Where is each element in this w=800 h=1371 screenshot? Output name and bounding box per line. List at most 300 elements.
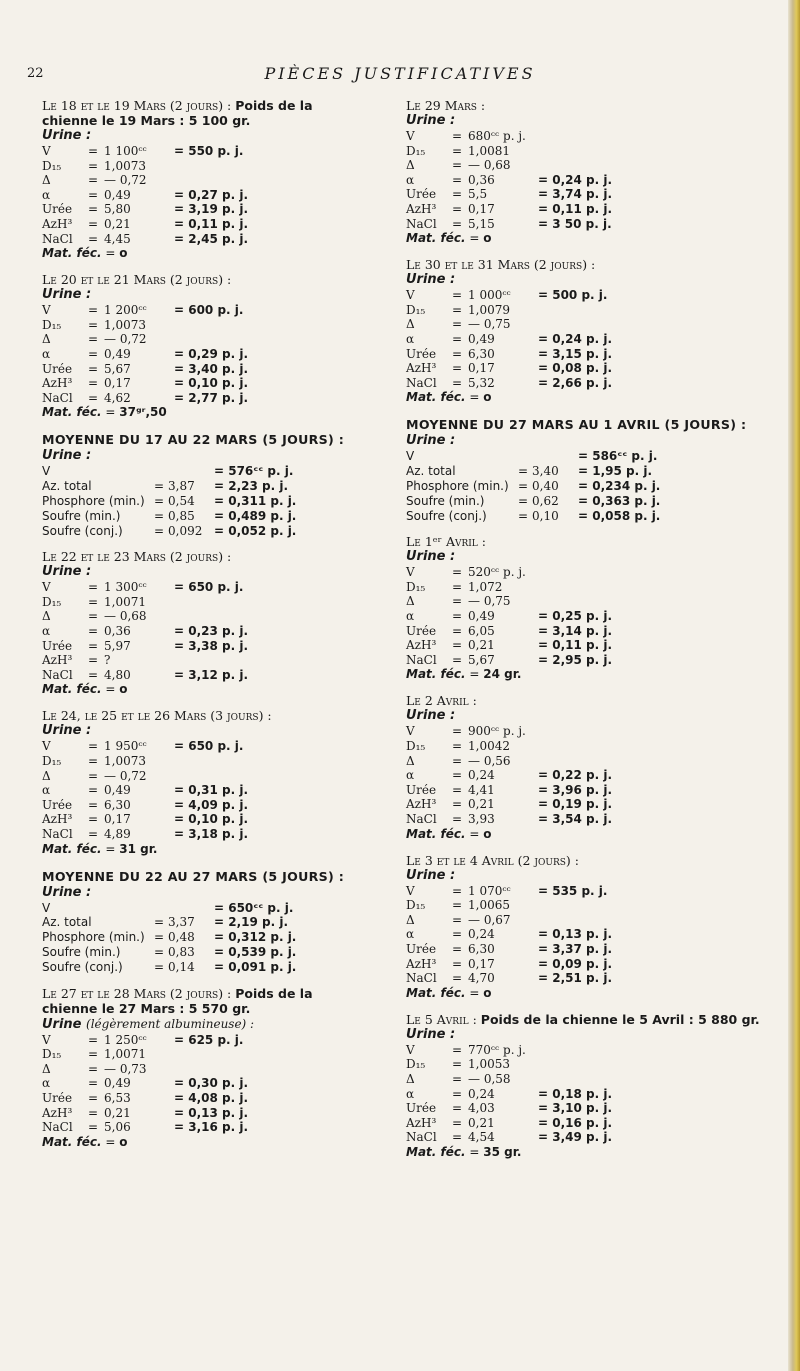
average-result: = 586ᶜᶜ p. j. bbox=[578, 449, 658, 464]
measure-result bbox=[174, 173, 248, 188]
measure-value: 5,15 bbox=[468, 216, 495, 231]
measure-label: D₁₅ bbox=[42, 317, 62, 332]
day-section bbox=[406, 693, 778, 841]
measure-value: 4,41 bbox=[468, 782, 495, 797]
fecal-label: Mat. féc. bbox=[42, 682, 102, 697]
measure-value: 5,5 bbox=[468, 187, 488, 202]
measurement-table bbox=[406, 724, 612, 826]
equals-sign: = bbox=[88, 187, 99, 202]
fecal-matter-line: Mat. féc. = o bbox=[42, 682, 128, 697]
equals-sign: = bbox=[452, 1086, 463, 1101]
left-column bbox=[42, 98, 372, 1161]
measurement-row bbox=[42, 173, 248, 188]
average-result: = 0,539 p. j. bbox=[214, 945, 297, 959]
average-label: Soufre (conj.) bbox=[406, 508, 487, 523]
equals-sign: = bbox=[518, 464, 529, 479]
average-value: 3,87 bbox=[168, 479, 195, 494]
measure-result: = 650 p. j. bbox=[174, 739, 244, 754]
average-result: = 0,363 p. j. bbox=[578, 493, 661, 508]
fecal-matter-line: Mat. féc. = 37ᵍʳ,50 bbox=[42, 405, 167, 420]
section-date: Le 3 et le 4 Avril (2 jours) : bbox=[406, 852, 579, 868]
measure-value: 6,30 bbox=[468, 346, 495, 361]
measurement-row bbox=[406, 565, 612, 580]
equals-sign: = bbox=[452, 1101, 463, 1116]
equals-sign: = bbox=[452, 797, 463, 812]
measure-label: NaCl bbox=[406, 812, 437, 827]
equals-sign: = bbox=[452, 579, 463, 594]
equals-sign: = bbox=[452, 1130, 463, 1145]
measurement-row bbox=[42, 580, 248, 595]
measure-label: Δ bbox=[406, 594, 415, 609]
measure-label: AzH³ bbox=[42, 376, 73, 391]
measure-value: 0,21 bbox=[104, 216, 131, 231]
measurement-row bbox=[406, 594, 612, 609]
measure-result: = 0,29 p. j. bbox=[174, 346, 249, 361]
equals-sign: = bbox=[452, 1057, 463, 1072]
day-section bbox=[42, 549, 372, 697]
equals-sign: = bbox=[88, 594, 99, 609]
urine-word: Urine : bbox=[406, 708, 456, 724]
measure-result: = 3,12 p. j. bbox=[174, 667, 249, 682]
measurement-row bbox=[42, 812, 248, 827]
measurement-row bbox=[42, 1076, 248, 1091]
measure-label: V bbox=[406, 288, 415, 303]
measurement-row bbox=[406, 1072, 612, 1087]
measure-result bbox=[538, 594, 612, 609]
fecal-matter-line: Mat. féc. = o bbox=[406, 826, 492, 841]
measurement-row bbox=[406, 797, 612, 812]
measurement-row bbox=[42, 144, 248, 159]
measure-value: 0,17 bbox=[468, 956, 495, 971]
measure-label: Δ bbox=[406, 1071, 415, 1086]
average-section bbox=[406, 416, 778, 523]
equals-sign: = bbox=[88, 783, 99, 798]
section-heading bbox=[42, 272, 372, 287]
section-date: Le 29 Mars : bbox=[406, 98, 486, 113]
fecal-label: Mat. féc. bbox=[406, 985, 466, 1000]
equals-sign: = bbox=[88, 317, 99, 332]
urine-label bbox=[42, 128, 372, 144]
equals-sign: = bbox=[452, 346, 463, 361]
measurement-row bbox=[42, 362, 248, 377]
measurement-row bbox=[406, 913, 612, 928]
measure-result bbox=[538, 317, 612, 332]
measure-value: 1 000ᶜᶜ bbox=[468, 288, 511, 303]
measure-result: = 0,25 p. j. bbox=[538, 609, 613, 624]
average-result: = 2,23 p. j. bbox=[214, 479, 289, 494]
measurement-table bbox=[42, 303, 248, 405]
equals-sign: = bbox=[452, 812, 463, 827]
urine-label bbox=[406, 708, 778, 724]
fecal-matter-line: Mat. féc. = o bbox=[42, 1134, 128, 1149]
measure-value: 0,21 bbox=[104, 1105, 131, 1120]
measure-value: 1,0079 bbox=[468, 302, 510, 317]
measure-label: Urée bbox=[406, 782, 437, 797]
measure-result: = 2,77 p. j. bbox=[174, 390, 249, 405]
measure-value: 1,0071 bbox=[104, 594, 146, 609]
equals-sign: = bbox=[88, 739, 99, 754]
equals-sign: = bbox=[452, 927, 463, 942]
average-title: MOYENNE DU 22 AU 27 MARS (5 JOURS) : bbox=[42, 868, 345, 884]
fecal-matter-line: Mat. féc. = o bbox=[406, 985, 492, 1000]
measure-result: = 3,49 p. j. bbox=[538, 1130, 613, 1145]
average-label: V bbox=[42, 900, 51, 915]
measurement-table bbox=[406, 1043, 612, 1145]
measure-label: α bbox=[42, 187, 51, 202]
measure-result: = 3,14 p. j. bbox=[538, 623, 613, 638]
measurement-row bbox=[406, 187, 612, 202]
measure-result: = 3,74 p. j. bbox=[538, 187, 613, 202]
measure-value: 0,49 bbox=[104, 783, 131, 798]
average-row bbox=[406, 479, 660, 494]
measure-value: 5,32 bbox=[468, 375, 495, 390]
day-section bbox=[406, 534, 778, 682]
measure-result: = 0,19 p. j. bbox=[538, 797, 613, 812]
measure-label: V bbox=[42, 144, 51, 158]
measure-label: Δ bbox=[42, 332, 51, 347]
average-row bbox=[42, 901, 296, 916]
measure-result bbox=[174, 769, 248, 784]
measure-value: 4,54 bbox=[468, 1130, 495, 1145]
measure-result: = 3,10 p. j. bbox=[538, 1101, 613, 1116]
equals-sign: = bbox=[88, 376, 99, 391]
measurement-row bbox=[406, 638, 612, 653]
measure-value: 5,67 bbox=[104, 361, 131, 376]
equals-sign: = bbox=[452, 302, 463, 317]
measure-label: Urée bbox=[42, 1090, 73, 1105]
measure-label: D₁₅ bbox=[406, 302, 426, 317]
equals-sign: = bbox=[88, 667, 99, 682]
measure-label: V bbox=[42, 580, 51, 595]
equals-sign: = bbox=[452, 609, 463, 624]
measurement-row bbox=[42, 376, 248, 391]
urine-label bbox=[406, 113, 778, 129]
urine-label bbox=[42, 1016, 372, 1033]
measurement-row bbox=[406, 768, 612, 783]
measure-label: AzH³ bbox=[406, 638, 437, 653]
left-group-1 bbox=[42, 98, 372, 420]
measure-value: 0,17 bbox=[468, 361, 495, 376]
urine-word: Urine : bbox=[42, 287, 92, 303]
measure-result bbox=[538, 739, 612, 754]
measure-label: α bbox=[406, 768, 415, 783]
section-heading bbox=[406, 534, 778, 549]
day-section bbox=[406, 98, 778, 246]
measurement-row bbox=[42, 159, 248, 174]
day-section bbox=[42, 272, 372, 420]
equals-sign: = bbox=[88, 202, 99, 217]
page-header bbox=[0, 66, 800, 90]
fecal-matter-line: Mat. féc. = 31 gr. bbox=[42, 841, 158, 856]
measure-label: AzH³ bbox=[42, 1105, 73, 1120]
measure-value: 6,30 bbox=[104, 797, 131, 812]
measure-label: D₁₅ bbox=[406, 143, 426, 158]
measure-result bbox=[538, 1043, 612, 1058]
equals-sign: = bbox=[518, 508, 529, 523]
measure-label: α bbox=[42, 1076, 51, 1091]
fecal-label: Mat. féc. bbox=[406, 826, 466, 841]
measurement-row bbox=[406, 376, 612, 391]
urine-label bbox=[406, 433, 778, 449]
measure-result: = 500 p. j. bbox=[538, 288, 608, 303]
measure-value: 5,67 bbox=[468, 652, 495, 667]
measure-value: 680ᶜᶜ p. j. bbox=[468, 129, 526, 143]
measure-label: AzH³ bbox=[406, 956, 437, 971]
day-section bbox=[42, 98, 372, 261]
equals-sign: = bbox=[452, 317, 463, 332]
measure-value: 0,17 bbox=[468, 201, 495, 216]
fecal-label: Mat. féc. bbox=[42, 841, 102, 856]
measure-label: Δ bbox=[406, 753, 415, 768]
measurement-row bbox=[406, 1057, 612, 1072]
measure-label: NaCl bbox=[42, 1120, 73, 1135]
measure-result: = 0,24 p. j. bbox=[538, 331, 613, 346]
measure-result: = 0,13 p. j. bbox=[538, 927, 613, 942]
section-heading bbox=[42, 986, 372, 1016]
measure-result: = 3,96 p. j. bbox=[538, 782, 613, 797]
average-result: = 1,95 p. j. bbox=[578, 464, 653, 479]
average-label: Soufre (min.) bbox=[42, 945, 121, 959]
measure-result bbox=[538, 129, 612, 144]
measurement-row bbox=[406, 347, 612, 362]
measurement-row bbox=[42, 668, 248, 683]
measurement-row bbox=[42, 1062, 248, 1077]
measure-value: 770ᶜᶜ p. j. bbox=[468, 1042, 526, 1057]
average-row bbox=[42, 930, 296, 945]
fecal-value: 24 gr. bbox=[483, 667, 522, 682]
average-result: = 0,312 p. j. bbox=[214, 930, 297, 945]
average-value: 3,37 bbox=[168, 915, 195, 930]
measure-label: NaCl bbox=[406, 375, 437, 390]
measure-value: 6,53 bbox=[104, 1090, 131, 1105]
equals-sign: = bbox=[88, 390, 99, 405]
measure-label: Urée bbox=[406, 187, 437, 202]
measure-label: AzH³ bbox=[406, 201, 437, 216]
measure-result: = 2,66 p. j. bbox=[538, 375, 613, 390]
urine-label bbox=[406, 549, 778, 565]
section-date: Le 27 et le 28 Mars (2 jours) : bbox=[42, 985, 232, 1001]
average-table bbox=[42, 464, 296, 538]
measure-result bbox=[174, 595, 248, 610]
measure-label: Urée bbox=[406, 1101, 437, 1116]
measure-result: = 0,09 p. j. bbox=[538, 956, 613, 971]
measurement-row bbox=[42, 1033, 248, 1048]
equals-sign: = bbox=[154, 493, 165, 508]
average-label: Phosphore (min.) bbox=[42, 930, 145, 945]
measure-value: 1,072 bbox=[468, 579, 503, 594]
measure-label: Δ bbox=[406, 158, 415, 173]
urine-label bbox=[42, 564, 372, 580]
measure-value: — 0,68 bbox=[468, 158, 511, 173]
measurement-row bbox=[406, 1101, 612, 1116]
measure-value: 0,17 bbox=[104, 376, 131, 391]
measure-label: Urée bbox=[42, 202, 73, 217]
measure-result: = 0,11 p. j. bbox=[538, 201, 613, 216]
average-row bbox=[42, 479, 296, 494]
average-label: Soufre (conj.) bbox=[42, 959, 123, 974]
equals-sign: = bbox=[88, 812, 99, 827]
measure-result bbox=[538, 1072, 612, 1087]
measure-result: = 3,19 p. j. bbox=[174, 202, 249, 217]
measure-value: — 0,72 bbox=[104, 173, 147, 188]
measure-value: 0,24 bbox=[468, 927, 495, 942]
measurement-table bbox=[42, 1033, 248, 1135]
measure-value: — 0,58 bbox=[468, 1071, 511, 1086]
measurement-row bbox=[406, 783, 612, 798]
measure-value: 3,93 bbox=[468, 812, 495, 827]
measurement-row bbox=[406, 971, 612, 986]
equals-sign: = bbox=[452, 216, 463, 231]
average-label: Soufre (min.) bbox=[406, 493, 485, 508]
measure-result: = 4,08 p. j. bbox=[174, 1090, 249, 1105]
measure-result: = 550 p. j. bbox=[174, 144, 244, 158]
equals-sign: = bbox=[452, 638, 463, 653]
equals-sign: = bbox=[154, 915, 165, 930]
measure-label: α bbox=[42, 783, 51, 798]
measure-value: 6,05 bbox=[468, 623, 495, 638]
fecal-value: o bbox=[119, 246, 128, 261]
measurement-row bbox=[42, 739, 248, 754]
measure-value: 520ᶜᶜ p. j. bbox=[468, 565, 526, 580]
measurement-row bbox=[42, 1047, 248, 1062]
measurement-row bbox=[406, 144, 612, 159]
equals-sign: = bbox=[452, 739, 463, 754]
measure-label: D₁₅ bbox=[406, 739, 426, 754]
equals-sign: = bbox=[88, 1032, 99, 1047]
measure-value: 1,0065 bbox=[468, 898, 510, 913]
measure-value: 0,49 bbox=[468, 331, 495, 346]
urine-word: Urine bbox=[42, 1016, 82, 1032]
average-row bbox=[42, 509, 296, 524]
measure-label: Δ bbox=[42, 609, 51, 624]
average-section bbox=[42, 868, 372, 975]
measure-result: = 0,11 p. j. bbox=[538, 638, 613, 653]
measure-label: α bbox=[42, 346, 51, 361]
equals-sign: = bbox=[88, 1105, 99, 1120]
equals-sign: = bbox=[452, 782, 463, 797]
measurement-row bbox=[42, 188, 248, 203]
measurement-row bbox=[42, 202, 248, 217]
day-section bbox=[42, 708, 372, 856]
measure-value: 0,36 bbox=[468, 172, 495, 187]
measurement-row bbox=[406, 1087, 612, 1102]
measure-label: Urée bbox=[406, 346, 437, 361]
measure-value: 0,49 bbox=[104, 187, 131, 202]
average-row bbox=[406, 494, 660, 509]
fecal-label: Mat. féc. bbox=[406, 667, 466, 682]
measurement-row bbox=[406, 202, 612, 217]
measure-result bbox=[174, 609, 248, 624]
measurement-table bbox=[42, 739, 248, 841]
measurement-row bbox=[406, 303, 612, 318]
measure-label: AzH³ bbox=[406, 361, 437, 376]
measure-label: AzH³ bbox=[42, 812, 73, 827]
fecal-value: o bbox=[483, 231, 492, 246]
fecal-value: 31 gr. bbox=[119, 841, 158, 856]
measure-label: Δ bbox=[42, 1061, 51, 1076]
section-heading bbox=[406, 853, 778, 868]
average-label: Az. total bbox=[42, 479, 92, 494]
measure-label: AzH³ bbox=[42, 216, 73, 231]
measure-label: D₁₅ bbox=[42, 594, 62, 609]
equals-sign: = bbox=[88, 231, 99, 246]
equals-sign: = bbox=[452, 753, 463, 768]
fecal-matter-line: Mat. féc. = 35 gr. bbox=[406, 1144, 522, 1159]
measurement-table bbox=[42, 144, 248, 246]
average-result: = 0,489 p. j. bbox=[214, 508, 297, 523]
equals-sign: = bbox=[88, 144, 99, 158]
equals-sign: = bbox=[88, 609, 99, 624]
measure-result bbox=[538, 1057, 612, 1072]
section-date: Le 22 et le 23 Mars (2 jours) : bbox=[42, 549, 232, 565]
measurement-row bbox=[406, 754, 612, 769]
measure-label: D₁₅ bbox=[406, 898, 426, 913]
measure-label: V bbox=[406, 724, 415, 739]
equals-sign: = bbox=[452, 941, 463, 956]
average-row bbox=[406, 464, 660, 479]
equals-sign: = bbox=[452, 883, 463, 898]
right-group-2 bbox=[406, 534, 778, 1160]
average-row bbox=[42, 945, 296, 960]
average-result: = 0,052 p. j. bbox=[214, 523, 297, 538]
measurement-row bbox=[406, 957, 612, 972]
measure-result: = 625 p. j. bbox=[174, 1032, 244, 1047]
measurement-row bbox=[42, 639, 248, 654]
average-value: 0,092 bbox=[168, 523, 203, 538]
equals-sign: = bbox=[452, 143, 463, 158]
measure-result bbox=[538, 898, 612, 913]
urine-word: Urine : bbox=[42, 884, 92, 900]
measurement-row bbox=[42, 217, 248, 232]
average-block-3 bbox=[406, 416, 778, 523]
fecal-label: Mat. féc. bbox=[406, 390, 466, 405]
measure-value: 4,62 bbox=[104, 390, 131, 405]
measure-label: D₁₅ bbox=[42, 158, 62, 173]
equals-sign: = bbox=[88, 332, 99, 347]
measurement-row bbox=[406, 927, 612, 942]
measurement-table bbox=[406, 884, 612, 986]
measure-label: Urée bbox=[406, 941, 437, 956]
section-date: Le 1ᵉʳ Avril : bbox=[406, 534, 486, 550]
day-section bbox=[406, 853, 778, 1001]
equals-sign: = bbox=[452, 187, 463, 202]
right-column bbox=[406, 98, 778, 1171]
equals-sign: = bbox=[452, 594, 463, 609]
measurement-row bbox=[406, 1116, 612, 1131]
measure-value: 1,0071 bbox=[104, 1047, 146, 1062]
measure-result: = 3,16 p. j. bbox=[174, 1120, 249, 1135]
measure-result: = 0,24 p. j. bbox=[538, 172, 613, 187]
equals-sign: = bbox=[452, 565, 463, 580]
measure-result: = 3 50 p. j. bbox=[538, 216, 612, 231]
fecal-value: o bbox=[483, 985, 492, 1000]
section-date: Le 20 et le 21 Mars (2 jours) : bbox=[42, 272, 232, 288]
measure-value: 0,17 bbox=[104, 812, 131, 827]
average-block-1 bbox=[42, 431, 372, 538]
measurement-row bbox=[406, 739, 612, 754]
measurement-row bbox=[406, 1130, 612, 1145]
measure-result: = 0,31 p. j. bbox=[174, 783, 249, 798]
equals-sign: = bbox=[452, 172, 463, 187]
page-binding-edge bbox=[788, 0, 800, 1371]
dog-weight-note: Poids de la chienne le 19 Mars : 5 100 gr. bbox=[42, 98, 313, 128]
average-label: Phosphore (min.) bbox=[406, 478, 509, 493]
urine-word: Urine : bbox=[406, 549, 456, 565]
measure-result: = 535 p. j. bbox=[538, 883, 608, 898]
measure-label: V bbox=[42, 739, 51, 754]
measure-result: = 3,15 p. j. bbox=[538, 346, 613, 361]
measure-result: = 2,45 p. j. bbox=[174, 231, 249, 246]
